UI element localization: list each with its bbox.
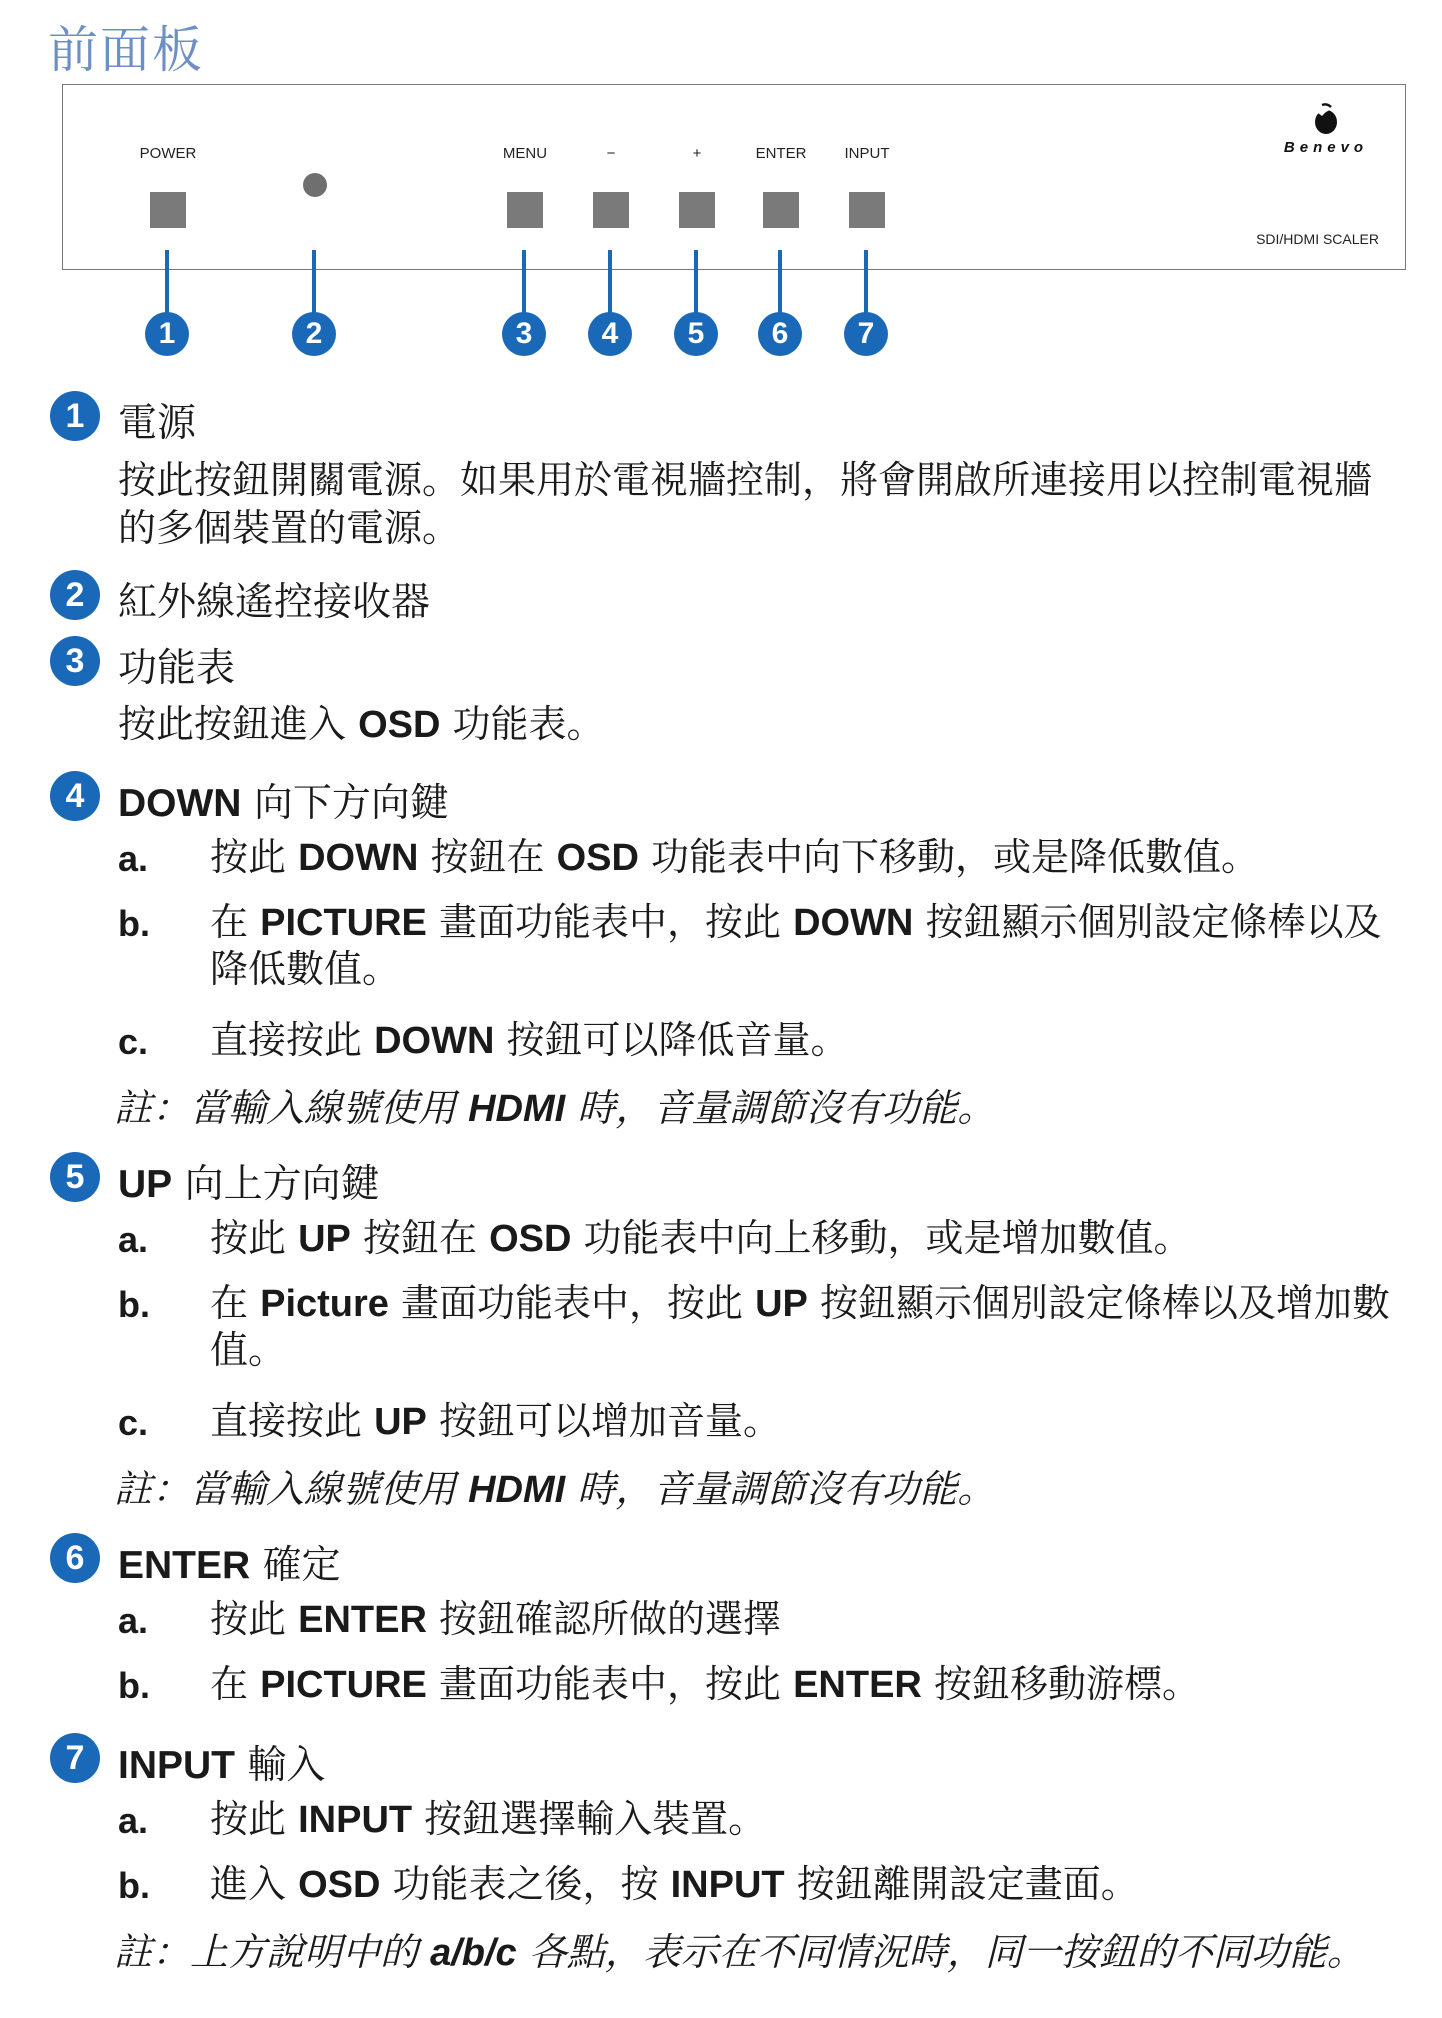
text: 按此 <box>210 1797 299 1841</box>
model-name: SDI/HDMI SCALER <box>1256 231 1379 247</box>
text: 時，音量調節沒有功能。 <box>565 1467 996 1511</box>
text: 按鈕在 <box>418 835 557 879</box>
text-bold: Picture <box>260 1283 389 1325</box>
text-bold: DOWN <box>298 837 419 879</box>
item-marker: a. <box>118 1600 149 1641</box>
leader-line-1 <box>165 250 169 320</box>
text: 向上方向鍵 <box>172 1162 380 1207</box>
text-bold: OSD <box>489 1218 572 1260</box>
text-bold: UP <box>298 1218 351 1260</box>
brand-name: Benevo <box>1283 139 1369 156</box>
text: 功能表中向上移動，或是增加數值。 <box>571 1216 1192 1260</box>
enter-button <box>763 192 799 228</box>
callout-3: 3 <box>502 312 546 356</box>
callout-2: 2 <box>292 312 336 356</box>
item-marker: b. <box>118 903 150 944</box>
text: 直接按此 <box>210 1399 375 1443</box>
text: 註：當輸入線號使用 <box>114 1467 469 1511</box>
callout-6: 6 <box>758 312 802 356</box>
callout-1: 1 <box>145 312 189 356</box>
text: 功能表中向下移動，或是降低數值。 <box>638 835 1260 879</box>
section-number-badge: 2 <box>50 570 100 620</box>
text: 直接按此 <box>210 1018 375 1062</box>
text-bold: OSD <box>298 1864 381 1906</box>
text-bold: INPUT <box>298 1799 413 1841</box>
text: 在 <box>210 1281 261 1325</box>
callout-5: 5 <box>674 312 718 356</box>
text: 功能表之後，按 <box>380 1862 671 1906</box>
power-label: POWER <box>139 145 197 162</box>
text: 按此 <box>210 1216 299 1260</box>
leader-line-5 <box>694 250 698 320</box>
item-text <box>210 899 1410 992</box>
text-bold: DOWN <box>793 902 914 944</box>
text-bold: ENTER <box>118 1544 251 1587</box>
text: 按鈕確認所做的選擇 <box>426 1597 781 1641</box>
section-number-badge: 4 <box>50 771 100 821</box>
text-bold: DOWN <box>118 782 242 825</box>
item-text <box>210 1017 1410 1064</box>
text: 輸入 <box>235 1743 326 1788</box>
section-description <box>118 700 1408 749</box>
item-marker: b. <box>118 1665 150 1706</box>
menu-label: MENU <box>502 145 548 162</box>
enter-label: ENTER <box>755 145 807 162</box>
item-marker: a. <box>118 1219 149 1260</box>
text: 按鈕選擇輸入裝置。 <box>412 1797 767 1841</box>
item-marker: a. <box>118 1800 149 1841</box>
text: 按鈕顯示個別設定條棒以及增加數值。 <box>210 1281 1390 1372</box>
leader-line-7 <box>864 250 868 320</box>
down-button <box>593 192 629 228</box>
section-title <box>118 772 449 828</box>
section-title: 功能表 <box>118 646 236 691</box>
item-text <box>210 1796 1410 1843</box>
section-description: 按此按鈕開關電源。如果用於電視牆控制，將會開啟所連接用以控制電視牆的多個裝置的電源。 <box>118 458 1373 550</box>
text: 進入 <box>210 1862 299 1906</box>
up-button <box>679 192 715 228</box>
text-bold: INPUT <box>118 1744 235 1787</box>
section-number-badge: 7 <box>50 1733 100 1783</box>
text-bold: INPUT <box>670 1864 785 1906</box>
brand-logo <box>1271 103 1381 156</box>
text-bold: a/b/c <box>430 1932 517 1974</box>
section-title: 電源 <box>118 401 197 446</box>
text: 畫面功能表中，按此 <box>426 1662 794 1706</box>
front-panel-diagram <box>62 84 1406 270</box>
text: 按此 <box>210 835 299 879</box>
item-text <box>210 1861 1410 1908</box>
item-text <box>210 1596 1410 1643</box>
leader-line-3 <box>522 250 526 320</box>
power-button <box>150 192 186 228</box>
section-number-badge: 5 <box>50 1152 100 1202</box>
text: 註：當輸入線號使用 <box>114 1086 469 1130</box>
plus-label: + <box>692 145 702 162</box>
item-text <box>210 834 1410 881</box>
text: 確定 <box>250 1543 341 1588</box>
text: 在 <box>210 1662 261 1706</box>
brand-logo-icon <box>1312 103 1340 137</box>
text: 按鈕顯示個別設定條棒以及降低數值。 <box>210 900 1382 991</box>
item-text <box>210 1215 1410 1262</box>
text: 按鈕在 <box>350 1216 490 1260</box>
item-text <box>210 1398 1410 1445</box>
section-title <box>118 1153 380 1209</box>
item-marker: c. <box>118 1021 149 1062</box>
item-text <box>210 1280 1410 1373</box>
note <box>114 1465 1414 1514</box>
text: 時，音量調節沒有功能。 <box>565 1086 996 1130</box>
callout-4: 4 <box>588 312 632 356</box>
text-bold: OSD <box>358 704 441 746</box>
text: 按鈕離開設定畫面。 <box>784 1862 1139 1906</box>
text: 按此按鈕進入 <box>118 702 359 746</box>
text-bold: HDMI <box>468 1088 566 1130</box>
text: 功能表。 <box>440 702 605 746</box>
text-bold: PICTURE <box>260 1664 427 1706</box>
text-bold: PICTURE <box>260 902 427 944</box>
text-bold: ENTER <box>298 1599 427 1641</box>
text-bold: OSD <box>556 837 639 879</box>
item-marker: a. <box>118 838 149 879</box>
section-title <box>118 1734 325 1790</box>
menu-button <box>507 192 543 228</box>
item-marker: b. <box>118 1284 150 1325</box>
section-title <box>118 1534 341 1590</box>
section-number-badge: 6 <box>50 1533 100 1583</box>
note <box>114 1928 1414 1977</box>
input-label: INPUT <box>844 145 890 162</box>
item-marker: b. <box>118 1865 150 1906</box>
text-bold: UP <box>118 1163 173 1206</box>
leader-line-2 <box>312 250 316 320</box>
text-bold: HDMI <box>468 1469 566 1511</box>
section-title: 紅外線遙控接收器 <box>118 580 431 625</box>
text: 註：上方說明中的 <box>114 1930 431 1974</box>
ir-receiver <box>303 173 327 197</box>
item-text <box>210 1661 1410 1708</box>
minus-label: − <box>606 145 616 162</box>
text: 畫面功能表中，按此 <box>426 900 794 944</box>
section-number-badge: 3 <box>50 636 100 686</box>
text: 按此 <box>210 1597 299 1641</box>
leader-line-4 <box>608 250 612 320</box>
text: 各點，表示在不同情況時，同一按鈕的不同功能。 <box>516 1930 1365 1974</box>
text: 向下方向鍵 <box>241 781 449 826</box>
input-button <box>849 192 885 228</box>
text: 按鈕移動游標。 <box>921 1662 1200 1706</box>
text: 按鈕可以增加音量。 <box>426 1399 781 1443</box>
text: 畫面功能表中，按此 <box>388 1281 756 1325</box>
text-bold: ENTER <box>793 1664 922 1706</box>
text-bold: UP <box>755 1283 808 1325</box>
text: 按鈕可以降低音量。 <box>494 1018 849 1062</box>
callout-7: 7 <box>844 312 888 356</box>
text-bold: DOWN <box>374 1020 495 1062</box>
text-bold: UP <box>374 1401 427 1443</box>
page-title: 前面板 <box>48 21 204 79</box>
leader-line-6 <box>778 250 782 320</box>
note <box>114 1084 1414 1133</box>
item-marker: c. <box>118 1402 149 1443</box>
text: 在 <box>210 900 261 944</box>
section-number-badge: 1 <box>50 391 100 441</box>
